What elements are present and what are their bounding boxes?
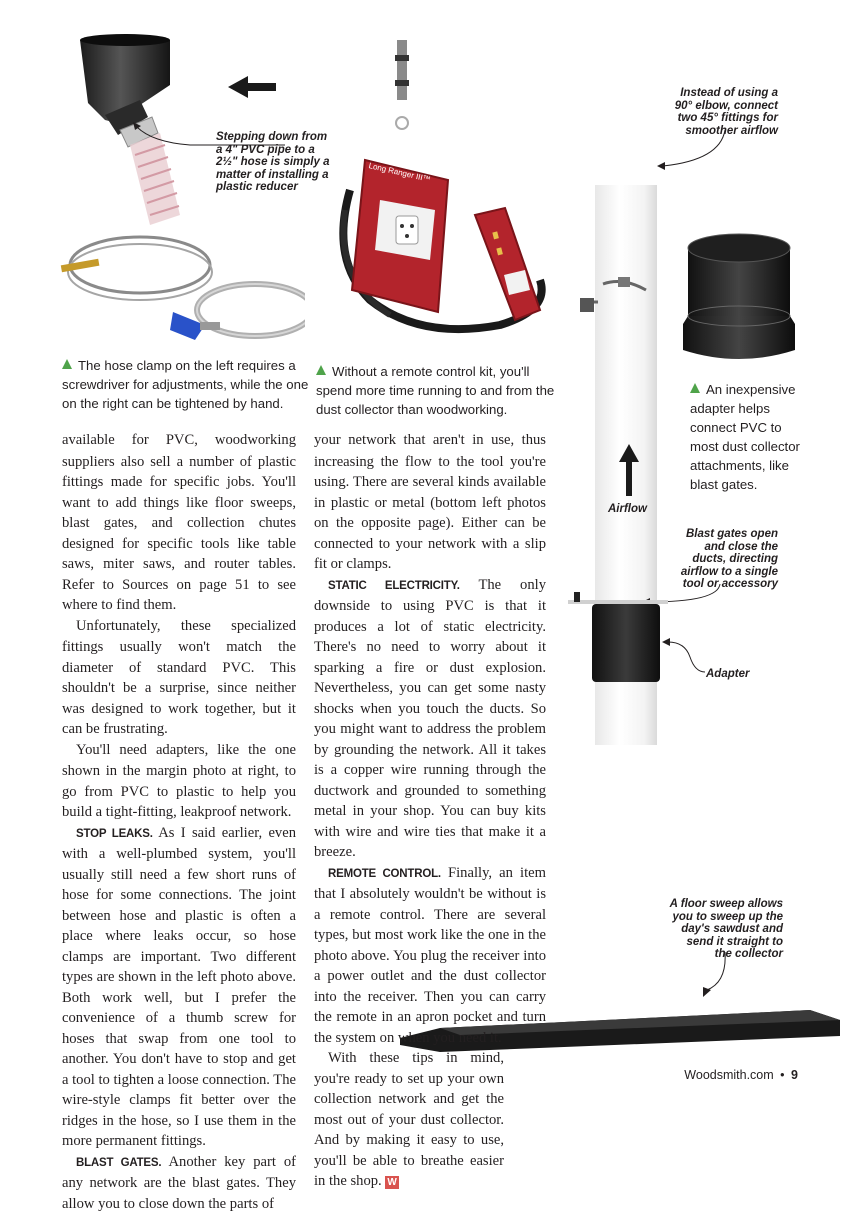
footer-separator: • — [780, 1068, 784, 1082]
page-footer — [684, 1068, 798, 1082]
static-electricity-heading: STATIC ELECTRICITY. — [328, 580, 460, 592]
hose-clamps-photo — [55, 230, 305, 350]
hose-clamp-caption — [62, 356, 317, 413]
hose-clamp-caption-text: The hose clamp on the left requires a screwdriver for adjustments, while the one on the right can be tightened by hand. — [62, 358, 308, 411]
elbow-annotation: Instead of using a 90° elbow, connect two 45° fittings for smoother airflow — [668, 87, 778, 137]
remote-control-photo — [330, 150, 560, 350]
direction-arrow-icon — [228, 76, 276, 98]
caption-triangle-icon — [62, 359, 72, 369]
article-paragraph: REMOTE CONTROL. Finally, an item that I absolutely wouldn't be without is a remote control. There are several types, but most work like the one in the photo above. You plug the receiver into a power outlet and the dust collector into the receiver. Then you can carry the remote in an apron pocket and turn the system on when you need it. — [314, 863, 546, 1049]
article-paragraph: available for PVC, woodworking suppliers also sell a number of plastic fittings made for specific jobs. You'll want to add things like floor sweeps, blast gates, and collection chutes designed for specific tools like table saws, miter saws, and router tables. Refer to Sources on page 51 to see where to find them. — [62, 430, 296, 616]
adapter-label: Adapter — [706, 668, 749, 681]
end-mark-icon: W — [385, 1176, 398, 1189]
pipe-adapter-photo — [592, 604, 660, 682]
remote-control-heading: REMOTE CONTROL. — [328, 868, 441, 880]
reducer-annotation: Stepping down from a 4" PVC pipe to a 2½" hose is simply a matter of installing a plastic reducer — [216, 131, 336, 194]
adapter-caption — [690, 380, 800, 494]
caption-triangle-icon — [690, 383, 700, 393]
elbow-leader-line — [655, 130, 735, 175]
remote-caption-text: Without a remote control kit, you'll spend more time running to and from the dust collector than woodworking. — [316, 364, 554, 417]
remote-label: Long Ranger III™ — [368, 161, 432, 184]
blast-gate-annotation: Blast gates open and close the ducts, directing airflow to a single tool or accessory — [670, 528, 778, 591]
floor-sweep-annotation: A floor sweep allows you to sweep up the day's sawdust and send it straight to the collector — [668, 898, 783, 961]
article-paragraph: STOP LEAKS. As I said earlier, even with a well-plumbed system, you'll usually still need a few short runs of hose for some connections. The joint between hose and plastic is often a place where leaks occur, so hose clamps are important. Two different types are shown in the left photo above. Both work well, but I prefer the convenience of a thumb screw for hoses that swap from one tool to another. You don't have to stop and get a tool to tighten a loose connection. The wire-style clamps fit better over the ridges in the hose, so I use them in the more permanent fittings. — [62, 823, 296, 1152]
article-paragraph: Unfortunately, these specialized fittings usually won't match the diameter of standard PVC. This shouldn't be a surprise, since neither was designed to work together, but it can be frustrating. — [62, 616, 296, 740]
article-paragraph: your network that aren't in use, thus increasing the flow to the tool you're using. There are several kinds available in plastic or metal (bottom left photos on the opposite page). Either can be connected to your network with a slip fit or clamps. — [314, 430, 546, 575]
article-paragraph: STATIC ELECTRICITY. The only downside to using PVC is that it produces a lot of static electricity. There's no need to worry about it sparking a fire or dust explosion. Nevertheless, you can get some nasty shocks when you touch the ducts. So you might want to address the problem by grounding the network. All it takes is a copper wire running through the ductwork and grounded to something metal in your shop. You can buy kits with wire and wire ties that make it a breeze. — [314, 575, 546, 863]
pipe-strap-photo — [385, 35, 425, 135]
caption-triangle-icon — [316, 365, 326, 375]
adapter-caption-text: An inexpensive adapter helps connect PVC to most dust collector attachments, like blast gates. — [690, 382, 800, 492]
floor-sweep-leader-line — [695, 952, 735, 1002]
article-paragraph: With these tips in mind, you're ready to set up your own collection network and get the most out of your dust collector. And by making it easy to use, you'll be able to breathe easier in the shop. W — [314, 1048, 504, 1192]
remote-caption — [316, 362, 566, 419]
adapter-photo — [680, 228, 798, 368]
site-name: Woodsmith.com — [684, 1068, 773, 1082]
article-column-1 — [62, 430, 296, 1214]
airflow-label: Airflow — [608, 503, 647, 516]
blast-gates-heading: BLAST GATES. — [76, 1157, 161, 1169]
article-column-2 — [314, 430, 546, 1192]
stop-leaks-heading: STOP LEAKS. — [76, 828, 153, 840]
pipe-bracket-photo — [578, 272, 668, 317]
adapter-leader-line — [660, 632, 710, 677]
airflow-arrow-icon — [619, 444, 639, 496]
article-paragraph: BLAST GATES. Another key part of any network are the blast gates. They allow you to close down the parts of — [62, 1152, 296, 1214]
article-paragraph: You'll need adapters, like the one shown in the margin photo at right, to go from PVC to plastic to help you build a tight-fitting, leakproof network. — [62, 740, 296, 823]
page-number: 9 — [791, 1068, 798, 1082]
